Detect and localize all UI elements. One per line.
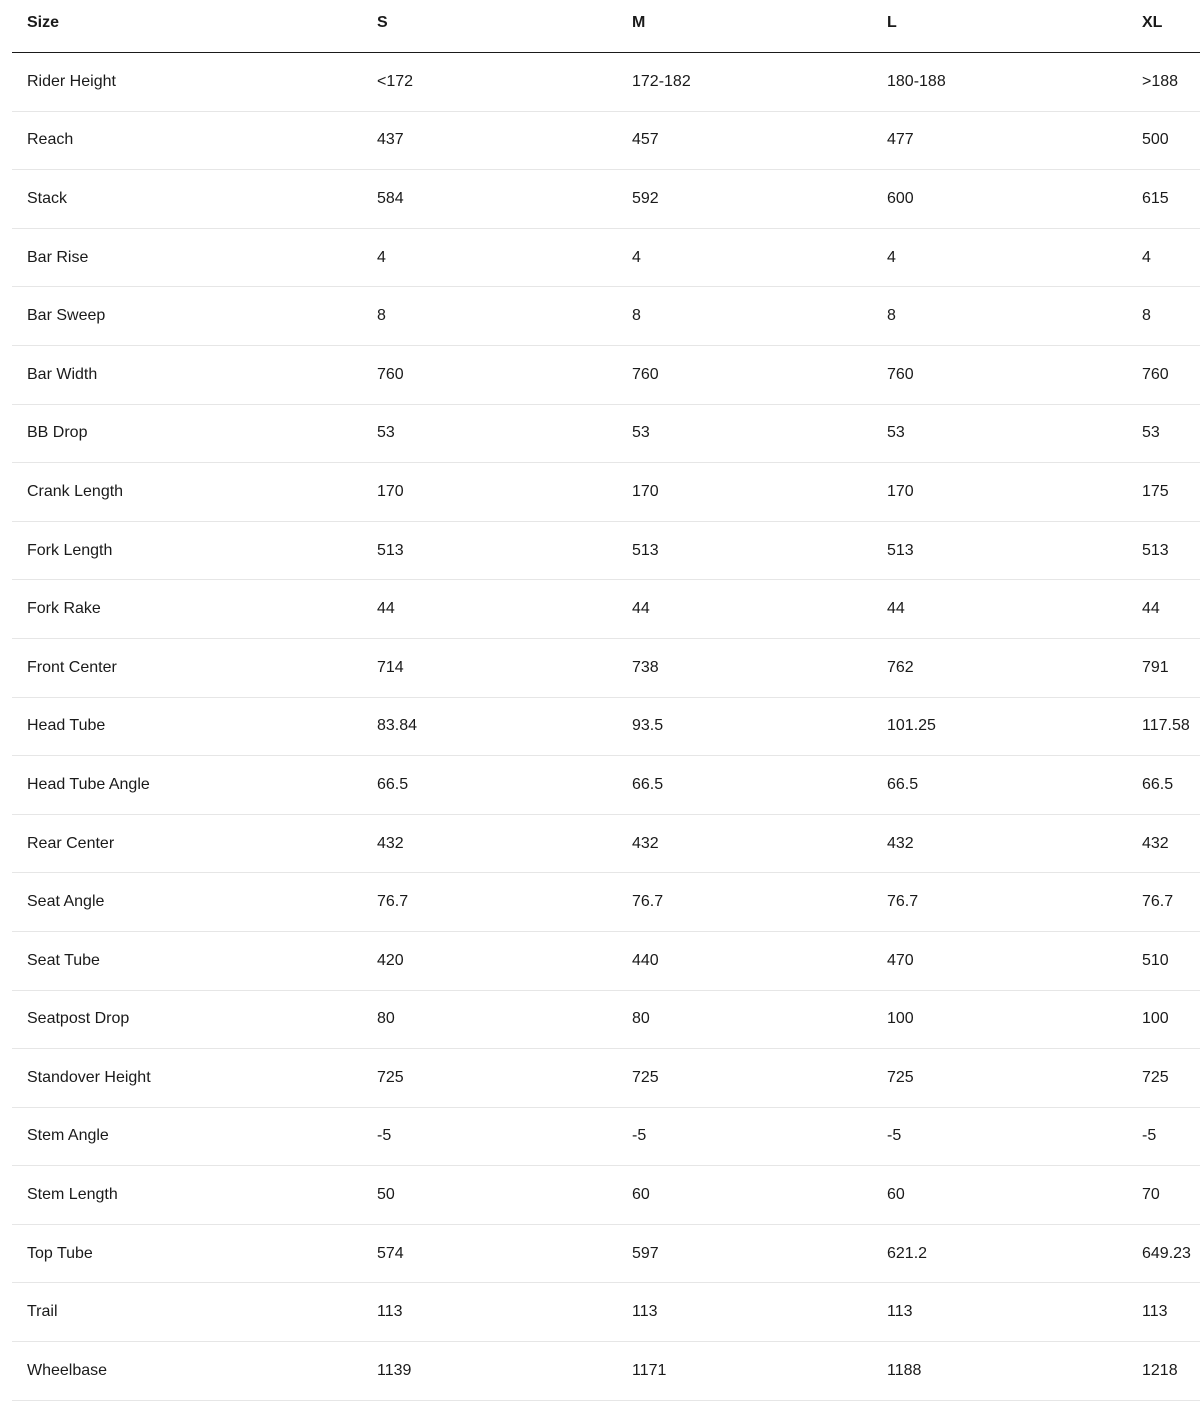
table-cell: 760 (887, 365, 914, 383)
table-cell: 513 (887, 541, 914, 559)
table-cell: <172 (377, 72, 414, 90)
table-cell: 113 (887, 1303, 913, 1321)
table-cell: 117.58 (1142, 717, 1190, 735)
table-cell: 457 (632, 131, 659, 149)
row-label: Head Tube (27, 717, 106, 735)
table-cell: 760 (377, 365, 404, 383)
row-label: Bar Rise (27, 248, 89, 266)
table-cell: 170 (377, 482, 404, 500)
table-cell: 600 (887, 189, 914, 207)
table-cell: 8 (1142, 307, 1151, 325)
table-cell: 4 (887, 248, 896, 266)
table-row (12, 815, 1200, 874)
row-label: Stack (27, 189, 68, 207)
table-row (12, 287, 1200, 346)
table-cell: 66.5 (1142, 775, 1174, 793)
table-cell: 44 (887, 600, 905, 618)
row-label: Crank Length (27, 482, 124, 500)
table-cell: 477 (887, 131, 914, 149)
table-cell: 70 (1142, 1186, 1160, 1204)
table-cell: 93.5 (632, 717, 664, 735)
table-row (12, 522, 1200, 581)
table-cell: 432 (1142, 834, 1169, 852)
table-row (12, 405, 1200, 464)
row-label: Fork Length (27, 541, 113, 559)
table-row (12, 463, 1200, 522)
table-cell: 762 (887, 658, 914, 676)
table-cell: 8 (632, 307, 641, 325)
table-row (12, 170, 1200, 229)
table-cell: 738 (632, 658, 659, 676)
geometry-table (12, 0, 1200, 1401)
table-cell: 500 (1142, 131, 1169, 149)
table-cell: 510 (1142, 951, 1169, 969)
table-cell: 432 (632, 834, 659, 852)
table-row (12, 1108, 1200, 1167)
row-label: Trail (27, 1303, 58, 1321)
table-cell: 760 (632, 365, 659, 383)
table-cell: 615 (1142, 189, 1169, 207)
table-cell: 791 (1142, 658, 1169, 676)
table-cell: 584 (377, 189, 404, 207)
table-cell: 725 (377, 1068, 404, 1086)
table-cell: 76.7 (377, 893, 409, 911)
table-cell: 53 (377, 424, 395, 442)
table-cell: 725 (887, 1068, 914, 1086)
table-row (12, 1049, 1200, 1108)
table-cell: 420 (377, 951, 404, 969)
table-cell: 513 (632, 541, 659, 559)
row-label: Stem Angle (27, 1127, 109, 1145)
table-cell: 513 (1142, 541, 1169, 559)
table-cell: 113 (377, 1303, 403, 1321)
table-row (12, 1283, 1200, 1342)
row-label: Rider Height (27, 72, 116, 90)
table-cell: 60 (632, 1186, 650, 1204)
column-header-l: L (887, 14, 897, 31)
table-cell: 1139 (377, 1361, 412, 1379)
table-cell: 432 (887, 834, 914, 852)
table-row (12, 639, 1200, 698)
row-label: Standover Height (27, 1068, 151, 1086)
row-label: Top Tube (27, 1244, 93, 1262)
table-cell: 60 (887, 1186, 905, 1204)
table-cell: 53 (887, 424, 905, 442)
table-cell: -5 (632, 1127, 647, 1145)
table-cell: 76.7 (632, 893, 664, 911)
table-cell: -5 (887, 1127, 902, 1145)
column-header-s: S (377, 14, 388, 31)
table-cell: 621.2 (887, 1244, 928, 1262)
table-row (12, 1342, 1200, 1401)
table-cell: 1188 (887, 1361, 922, 1379)
row-label: Wheelbase (27, 1361, 108, 1379)
table-cell: 53 (1142, 424, 1160, 442)
table-row (12, 1225, 1200, 1284)
table-cell: 1171 (632, 1361, 667, 1379)
table-cell: 592 (632, 189, 659, 207)
table-cell: 597 (632, 1244, 659, 1262)
row-label: Seatpost Drop (27, 1010, 130, 1028)
table-row (12, 756, 1200, 815)
table-cell: 66.5 (887, 775, 919, 793)
table-cell: 175 (1142, 482, 1169, 500)
table-cell: 432 (377, 834, 404, 852)
table-cell: 113 (1142, 1303, 1168, 1321)
table-cell: 101.25 (887, 717, 936, 735)
table-cell: 170 (887, 482, 914, 500)
table-row (12, 873, 1200, 932)
table-cell: 8 (887, 307, 896, 325)
table-cell: 53 (632, 424, 650, 442)
table-cell: -5 (1142, 1127, 1157, 1145)
table-cell: 8 (377, 307, 386, 325)
row-label: Front Center (27, 658, 117, 676)
table-cell: 80 (632, 1010, 650, 1028)
table-row (12, 1166, 1200, 1225)
table-cell: 4 (377, 248, 386, 266)
table-row (12, 991, 1200, 1050)
table-cell: 44 (632, 600, 650, 618)
table-cell: 66.5 (377, 775, 409, 793)
column-header-xl: XL (1142, 14, 1163, 31)
table-cell: 513 (377, 541, 404, 559)
table-cell: 100 (1142, 1010, 1169, 1028)
row-label: Seat Angle (27, 893, 105, 911)
table-cell: 714 (377, 658, 404, 676)
table-body (12, 53, 1200, 1401)
row-label: Rear Center (27, 834, 115, 852)
table-cell: 180-188 (887, 72, 946, 90)
row-label: Head Tube Angle (27, 775, 150, 793)
table-row (12, 112, 1200, 171)
table-cell: 440 (632, 951, 659, 969)
table-cell: 172-182 (632, 72, 691, 90)
table-cell: 4 (1142, 248, 1151, 266)
table-row (12, 346, 1200, 405)
table-row (12, 53, 1200, 112)
table-cell: 100 (887, 1010, 914, 1028)
table-cell: 66.5 (632, 775, 664, 793)
table-cell: 725 (1142, 1068, 1169, 1086)
column-header-m: M (632, 14, 646, 31)
row-label: Stem Length (27, 1186, 118, 1204)
row-label: Bar Width (27, 365, 98, 383)
table-cell: >188 (1142, 72, 1179, 90)
table-row (12, 932, 1200, 991)
table-cell: 4 (632, 248, 641, 266)
row-label: Bar Sweep (27, 307, 106, 325)
table-row (12, 580, 1200, 639)
table-cell: 170 (632, 482, 659, 500)
table-cell: 83.84 (377, 717, 418, 735)
row-label: BB Drop (27, 424, 88, 442)
table-cell: 437 (377, 131, 404, 149)
table-cell: 760 (1142, 365, 1169, 383)
table-cell: 1218 (1142, 1361, 1178, 1379)
table-cell: 50 (377, 1186, 395, 1204)
table-cell: 113 (632, 1303, 658, 1321)
table-row (12, 698, 1200, 757)
table-cell: 44 (377, 600, 395, 618)
table-row (12, 229, 1200, 288)
row-label: Fork Rake (27, 600, 101, 618)
table-cell: 649.23 (1142, 1244, 1191, 1262)
table-header-row (12, 0, 1200, 53)
row-label: Seat Tube (27, 951, 100, 969)
row-label: Reach (27, 131, 74, 149)
table-cell: 76.7 (1142, 893, 1174, 911)
column-header-size: Size (27, 14, 60, 31)
table-cell: 44 (1142, 600, 1160, 618)
table-cell: 470 (887, 951, 914, 969)
table-cell: 574 (377, 1244, 404, 1262)
table-cell: 725 (632, 1068, 659, 1086)
table-cell: 76.7 (887, 893, 919, 911)
table-cell: -5 (377, 1127, 392, 1145)
table-cell: 80 (377, 1010, 395, 1028)
